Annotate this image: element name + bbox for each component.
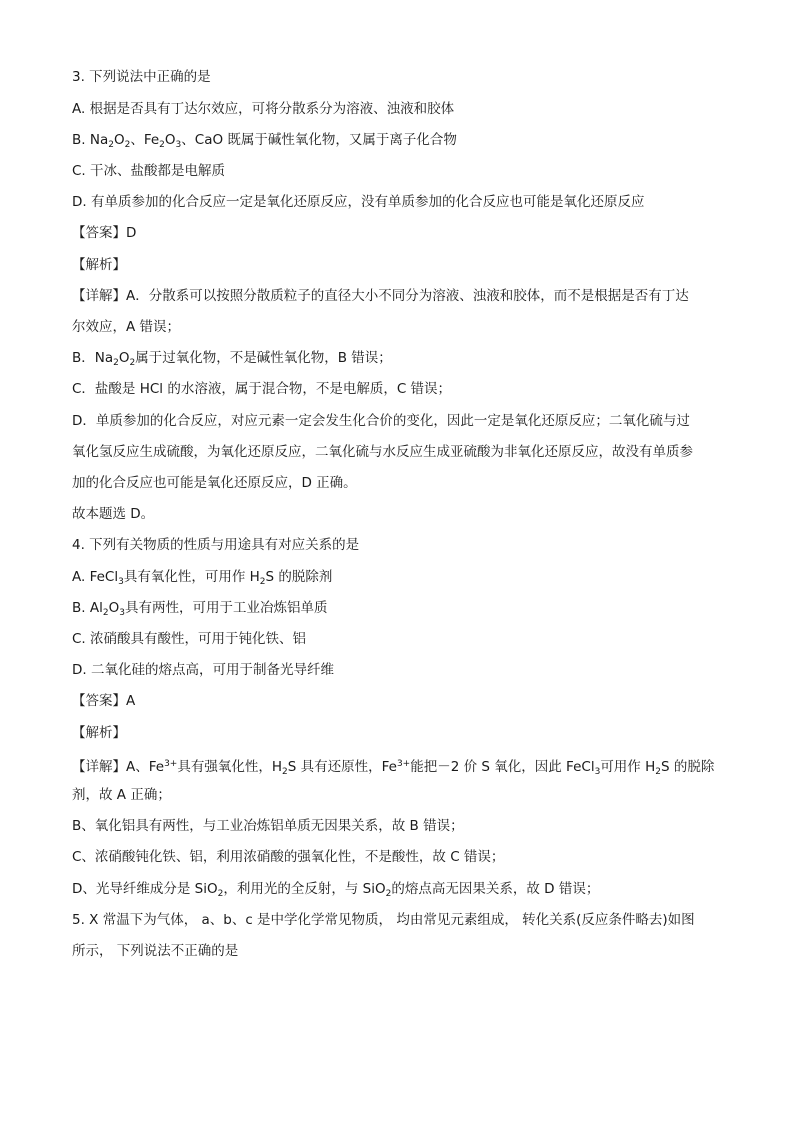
q4-detail-d: D、光导纤维成分是 SiO$_2$，利用光的全反射，与 SiO$_2$的熔点高无因果关系，故 D 错误； [72,881,600,899]
q3-option-a: A. 根据是否具有丁达尔效应，可将分散系分为溶液、浊液和胶体 [72,101,455,117]
q4-detail-line-2: 剂，故 A 正确； [72,787,171,803]
q3-analysis-heading: 【解析】 [72,257,126,273]
q3-option-c: C. 干冰、盐酸都是电解质 [72,163,226,179]
q3-conclusion: 故本题选 D。 [72,506,155,522]
q3-stem: 3. 下列说法中正确的是 [72,69,211,85]
q3-detail-d-3: 加的化合反应也可能是氧化还原反应，D 正确。 [72,475,357,491]
q4-analysis-heading: 【解析】 [72,725,126,741]
q4-detail-line-1: 【详解】A、$Fe^{3+}$具有强氧化性，$H_2S$ 具有还原性，$Fe^{3+}$能把－2 价 S 氧化，因此 FeCl$_3$可用作 $H_2S$ 的脱除 [72,759,715,777]
q5-stem-line-1: 5. X 常温下为气体， a、b、c 是中学化学常见物质， 均由常见元素组成， 转化关系(反应条件略去)如图 [72,912,695,928]
q4-stem: 4. 下列有关物质的性质与用途具有对应关系的是 [72,537,360,553]
q4-detail-c: C、浓硝酸钝化铁、铝，利用浓硝酸的强氧化性，不是酸性，故 C 错误； [72,849,505,865]
q3-detail-b: B．$Na_2O_2$属于过氧化物，不是碱性氧化物，B 错误； [72,350,392,368]
q4-option-d: D. 二氧化硅的熔点高，可用于制备光导纤维 [72,662,334,678]
q3-option-b: B. $Na_2O_2$、$Fe_2O_3$、CaO 既属于碱性氧化物，又属于离子化合物 [72,132,457,150]
q3-detail-c: C．盐酸是 HCl 的水溶液，属于混合物，不是电解质，C 错误； [72,381,452,397]
q4-option-a: A. FeCl$_3$具有氧化性，可用作 $H_2S$ 的脱除剂 [72,569,333,587]
q4-answer: 【答案】A [72,693,136,709]
q3-detail-d-2: 氧化氢反应生成硫酸，为氧化还原反应，二氧化硫与水反应生成亚硫酸为非氧化还原反应，故没有单质参 [72,444,693,460]
q3-detail-d-1: D．单质参加的化合反应，对应元素一定会发生化合价的变化，因此一定是氧化还原反应；二氧化硫与过 [72,413,690,429]
q3-detail-line-1: 【详解】A．分散系可以按照分散质粒子的直径大小不同分为溶液、浊液和胶体，而不是根据是否有丁达 [72,288,689,304]
q4-option-c: C. 浓硝酸具有酸性，可用于钝化铁、铝 [72,631,307,647]
q3-detail-line-2: 尔效应，A 错误； [72,319,181,335]
q3-option-d: D. 有单质参加的化合反应一定是氧化还原反应，没有单质参加的化合反应也可能是氧化还原反应 [72,194,645,210]
q4-detail-b: B、氧化铝具有两性，与工业冶炼铝单质无因果关系，故 B 错误； [72,818,464,834]
q3-answer: 【答案】D [72,225,137,241]
q5-stem-line-2: 所示， 下列说法不正确的是 [72,943,239,959]
q4-option-b: B. $Al_2O_3$具有两性，可用于工业冶炼铝单质 [72,600,328,618]
